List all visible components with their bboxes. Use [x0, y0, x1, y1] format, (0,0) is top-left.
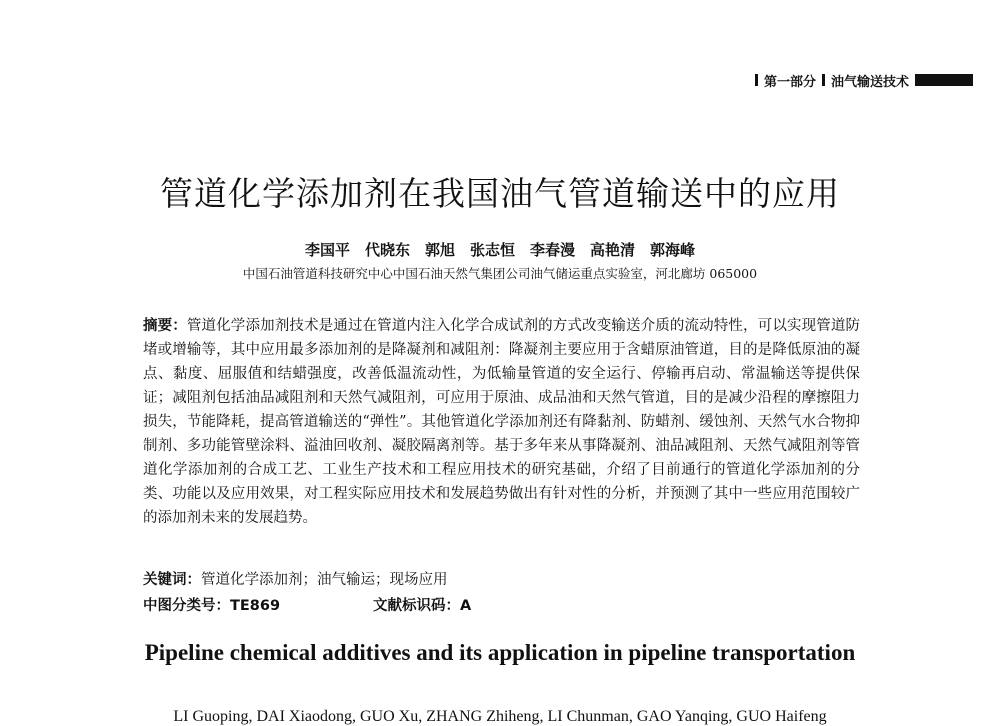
english-title: Pipeline chemical additives and its application in pipeline transportation — [144, 640, 856, 665]
keywords-label: 关键词： — [143, 572, 201, 588]
divider-bar — [755, 74, 758, 86]
page-title: 管道化学添加剂在我国油气管道输送中的应用 — [160, 174, 840, 213]
document-id — [373, 594, 471, 615]
english-author-list: LI Guoping, DAI Xiaodong, GUO Xu, ZHANG Zhiheng, LI Chunman, GAO Yanqing, GUO Haifeng — [173, 708, 827, 725]
classification-row — [143, 594, 843, 615]
keywords-text: 管道化学添加剂；油气输运；现场应用 — [201, 572, 448, 588]
abstract — [143, 314, 860, 530]
classification-value: TE869 — [230, 598, 281, 614]
divider-bar — [822, 74, 825, 86]
keywords — [143, 568, 448, 589]
document-id-value: A — [460, 598, 472, 614]
document-id-label: 文献标识码： — [373, 598, 460, 614]
section-part: 第一部分 — [763, 74, 816, 90]
header-block — [915, 74, 973, 86]
abstract-text: 管道化学添加剂技术是通过在管道内注入化学合成试剂的方式改变输送介质的流动特性，可以实现管道防堵或增输等，其中应用最多添加剂的是降凝剂和减阻剂：降凝剂主要应用于含蜡原油管道，目的是降低原油的凝点、黏度、屈服值和结蜡强度，改善低温流动性，为低输量管道的安全运行、停输再启动、常温输送等提供保证；减阻剂包括油品减阻剂和天然气减阻剂，可应用于原油、成品油和天然气管道，目的是减少沿程的摩擦阻力损失，节能降耗，提高管道输送的“弹性”。其他管道化学添加剂还有降黏剂、防蜡剂、缓蚀剂、天然气水合物抑制剂、多功能管壁涂料、溢油回收剂、凝胶隔离剂等。基于多年来从事降凝剂、油品减阻剂、天然气减阻剂等管道化学添加剂的合成工艺、工业生产技术和工程应用技术的研究基础，介绍了目前通行的管道化学添加剂的分类、功能以及应用效果，对工程实际应用技术和发展趋势做出有针对性的分析，并预测了其中一些应用范围较广的添加剂未来的发展趋势。 — [143, 318, 860, 526]
abstract-label: 摘要： — [143, 318, 187, 334]
affiliation: 中国石油管道科技研究中心中国石油天然气集团公司油气储运重点实验室，河北廊坊 065000 — [242, 266, 758, 281]
section-header — [749, 70, 973, 90]
section-name: 油气输送技术 — [830, 74, 909, 90]
classification-label: 中图分类号： — [143, 598, 230, 614]
author-list: 李国平 代晓东 郭旭 张志恒 李春漫 高艳清 郭海峰 — [304, 241, 695, 259]
